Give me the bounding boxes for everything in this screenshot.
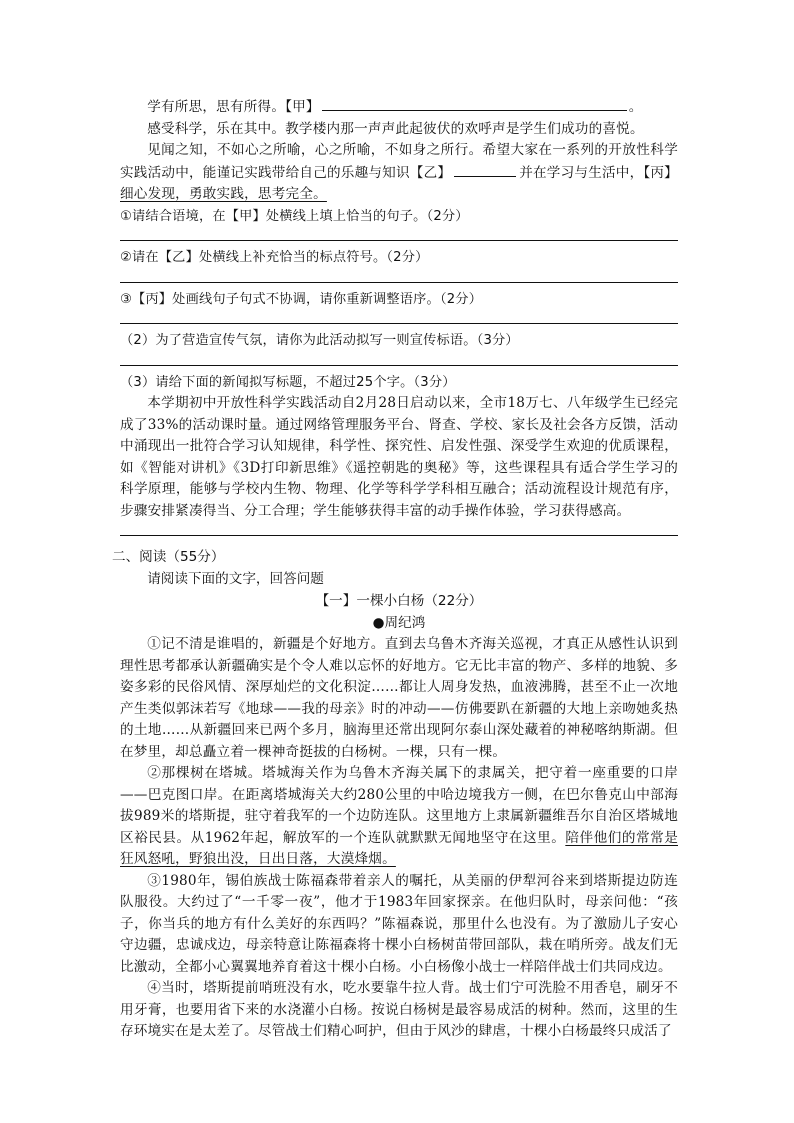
- intro-line-1-end: 。: [628, 99, 643, 115]
- answer-line-3[interactable]: [120, 310, 678, 324]
- intro-line-3b: 并在学习与生活中，【丙】: [519, 164, 678, 181]
- question-5: （3）请给下面的新闻拟写标题，不超过25个字。（3分）: [120, 374, 456, 390]
- answer-line-1[interactable]: [120, 227, 678, 241]
- intro-line-2: 感受科学，乐在其中。教学楼内那一声声此起彼伏的欢呼声是学生们成功的喜悦。: [147, 120, 644, 137]
- article-paragraph-3: ③1980年，锡伯族战士陈福森带着亲人的嘱托，从美丽的伊犁河谷来到塔斯提边防连队服役。大约过了“一千零一夜”，他才于1983年回家探亲。在他归队时，母亲问他：“孩子，你当兵的地方有什么美好的东西吗？”陈福森说，那里什么也没有。为了激励儿子安心守边疆，忠诚戍边，母亲特意让陈福森将十棵小白杨树苗带回部队，栽在哨所旁。战友们无比激动，全都小心翼翼地养育着这十棵小白杨。小白杨像小战士一样陪伴战士们共同戍边。: [120, 872, 678, 975]
- reading-instruction: 请阅读下面的文字，回答问题: [147, 571, 324, 587]
- article-paragraph-2-underlined: 陪伴他们的常常是狂风怒吼，野狼出没，日出日落，大漠烽烟。: [120, 829, 678, 867]
- news-paragraph: 本学期初中开放性科学实践活动自2月28日启动以来，全市18万七、八年级学生已经完成了33%的活动课时量。通过网络管理服务平台、肾查、学校、家长及社会各方反馈，活动中涌现出一批符合学习认知规律，科学性、探究性、启发性强、深受学生欢迎的优质课程，如《智能对讲机》《3D打印新思维》《遥控朝匙的奥秘》等，这些课程具有适合学生学习的科学原理，能够与学校内生物、物理、化学等科学学科相互融合；活动流程设计规范有序，步骤安排紧凑得当、分工合理；学生能够获得丰富的动手操作体验，学习获得感高。: [120, 395, 678, 519]
- intro-line-3: [120, 140, 678, 206]
- blank-jia[interactable]: [322, 96, 627, 111]
- article-author: ●周纪鸿: [372, 615, 426, 631]
- intro-line-1: [120, 96, 678, 119]
- intro-line-1-text: 学有所思，思有所得。【甲】: [147, 99, 320, 115]
- question-3: ③【丙】处画线句子句式不协调，请你重新调整语序。（2分）: [120, 291, 483, 307]
- article-title: 【一】一棵小白杨（22分）: [315, 593, 483, 609]
- answer-line-4[interactable]: [120, 352, 678, 366]
- blank-yi[interactable]: [454, 162, 516, 177]
- answer-line-2[interactable]: [120, 269, 678, 283]
- article-paragraph-2-text: ②那棵树在塔城。塔城海关作为乌鲁木齐海关属下的隶属关，把守着一座重要的口岸——巴克图口岸。在距离塔城海关大约280公里的中哈边境我方一侧，在巴尔鲁克山中部海拔989米的塔斯提，驻守着我军的一个边防连队。这里地方上隶属新疆维吾尔自治区塔城地区裕民县。从1962年起，解放军的一个连队就默默无闻地坚守在这里。: [120, 765, 678, 846]
- question-2: ②请在【乙】处横线上补充恰当的标点符号。（2分）: [120, 250, 429, 265]
- question-1: ①请结合语境，在【甲】处横线上填上恰当的句子。（2分）: [120, 208, 469, 224]
- section-2-title: 二、阅读（55分）: [112, 549, 225, 565]
- answer-line-5[interactable]: [120, 522, 678, 536]
- article-paragraph-4: ④当时，塔斯提前哨班没有水，吃水要靠牛拉人背。战士们宁可洗脸不用香皂，刷牙不用牙膏，也要用省下来的水浇灌小白杨。按说白杨树是最容易成活的树种。然而，这里的生存环境实在是太差了。尽管战士们精心呵护，但由于风沙的肆虐，十棵小白杨最终只成活了: [120, 980, 678, 1039]
- article-paragraph-2: [120, 763, 678, 871]
- question-4: （2）为了营造宣传气氛，请你为此活动拟写一则宣传标语。（3分）: [120, 333, 519, 348]
- bing-underlined-sentence: 细心发现，勇敢实践，思考完全。: [120, 186, 327, 202]
- exam-page: [112, 96, 678, 1043]
- intro-line-3a: 见闻之知，不如心之所喻，心之所喻，不如身之所行。希望大家在一系列的开放性科学实践活动中，能谨记实践带给自己的乐趣与知识【乙】: [120, 142, 678, 181]
- article-paragraph-1: ①记不清是谁唱的，新疆是个好地方。直到去乌鲁木齐海关巡视，才真正从感性认识到理性思考都承认新疆确实是个令人难以忘怀的好地方。它无比丰富的物产、多样的地貌、多姿多彩的民俗风情、深厚灿烂的文化积淀……都让人周身发热，血液沸腾，甚至不止一次地产生类似郭沫若写《地球——我的母亲》时的冲动——仿佛要趴在新疆的大地上亲吻她炙热的土地……从新疆回来已两个多月，脑海里还常出现阿尔泰山深处藏着的神秘喀纳斯湖。但在梦里，却总矗立着一棵神奇挺拔的白杨树。一棵，只有一棵。: [120, 636, 678, 760]
